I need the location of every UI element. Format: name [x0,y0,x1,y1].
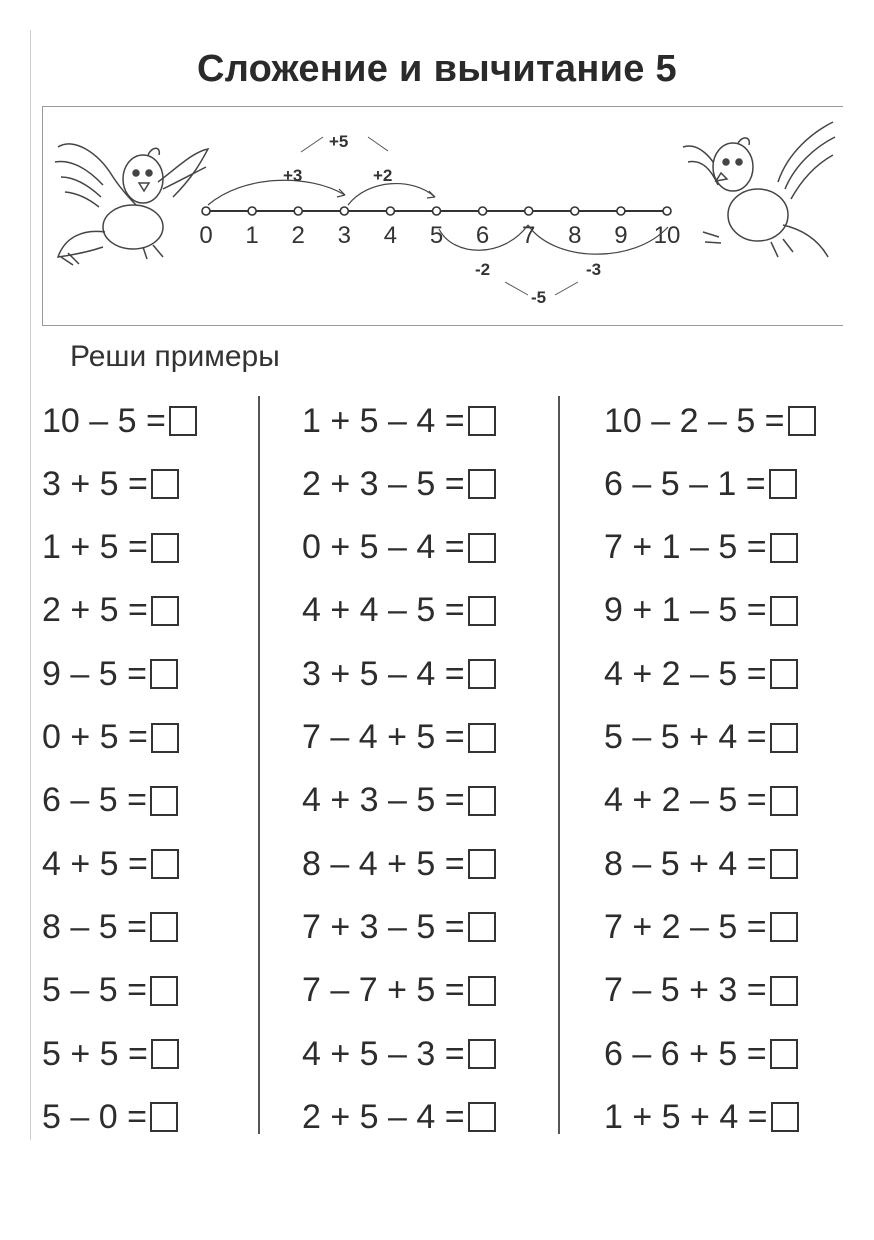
problem-expression: 2 + 3 – 5 = [302,464,465,503]
number-line-point [663,207,671,215]
answer-box[interactable] [468,596,496,626]
problem-expression: 5 – 5 = [42,971,147,1010]
problem-expression: 6 – 5 = [42,781,147,820]
number-line-point [340,207,348,215]
arc-minus-3 [528,225,668,254]
number-line-illustration [43,107,843,325]
number-line-point [202,207,210,215]
number-line-point [248,207,256,215]
answer-box[interactable] [151,596,179,626]
answer-box[interactable] [468,469,496,499]
answer-box[interactable] [468,912,496,942]
number-line-label: 1 [245,222,259,249]
problem-expression: 2 + 5 – 4 = [302,1097,465,1136]
problem-row [604,400,816,442]
problem-expression: 5 – 0 = [42,1097,147,1136]
problem-row [302,780,496,822]
answer-box[interactable] [150,976,178,1006]
answer-box[interactable] [770,912,798,942]
problem-expression: 3 + 5 = [42,464,148,503]
problem-expression: 1 + 5 + 4 = [604,1097,768,1136]
number-line-label: 9 [614,222,628,249]
problem-expression: 4 + 3 – 5 = [302,781,465,820]
column-divider-1 [258,396,260,1134]
number-line-label: 5 [429,222,444,249]
arc-label-minus-3: -3 [586,260,602,279]
arc-label-plus-2: +2 [373,166,393,185]
number-line-point [294,207,302,215]
problem-expression: 6 – 5 – 1 = [604,464,766,503]
number-line-banner [42,106,843,326]
arc-label-minus-2: -2 [475,260,491,279]
problem-expression: 4 + 2 – 5 = [604,654,767,693]
answer-box[interactable] [150,1102,178,1132]
problem-expression: 4 + 2 – 5 = [604,781,767,820]
answer-box[interactable] [151,533,179,563]
problem-row [302,1096,496,1138]
problem-expression: 10 – 2 – 5 = [604,401,785,440]
problem-expression: 9 + 1 – 5 = [604,591,767,630]
problem-expression: 7 – 4 + 5 = [302,718,465,756]
problem-expression: 8 – 5 + 4 = [604,844,767,883]
problem-row [604,527,798,569]
problem-row [302,843,496,885]
problem-expression: 9 – 5 = [42,654,147,693]
number-line-label: 6 [475,222,490,249]
arc-label-plus-3: +3 [283,166,303,185]
problem-row [604,653,798,695]
number-line-point [479,207,487,215]
column-divider-2 [558,396,560,1134]
answer-box[interactable] [468,723,496,753]
number-line-point [386,207,394,215]
problem-expression: 1 + 5 = [42,528,148,567]
problem-row [302,717,496,759]
answer-box[interactable] [468,786,496,816]
problem-row [302,970,496,1012]
answer-box[interactable] [151,469,179,499]
answer-box[interactable] [770,723,798,753]
problem-expression: 0 + 5 = [42,718,148,756]
problem-expression: 5 + 5 = [42,1034,148,1073]
answer-box[interactable] [151,1039,179,1069]
answer-box[interactable] [150,912,178,942]
problem-expression: 5 – 5 + 4 = [604,718,767,756]
problem-row [42,843,179,885]
number-line-point [525,207,533,215]
left-bird-icon [55,144,208,265]
problem-row [302,527,496,569]
problem-row [42,1096,178,1138]
arc-label-minus-5: -5 [531,288,547,307]
number-line-label: 8 [568,222,582,249]
problem-expression: 7 – 5 + 3 = [604,971,767,1010]
page-title: Сложение и вычитание 5 [196,48,677,90]
right-bird-icon [683,122,835,257]
arc-plus-3 [208,180,345,205]
problem-row [42,653,178,695]
number-line-label: 3 [337,222,351,249]
problem-expression: 7 + 3 – 5 = [302,907,465,946]
problem-row [42,463,179,505]
problem-row [604,843,798,885]
problem-row [42,400,197,442]
answer-box[interactable] [151,723,179,753]
problem-row [604,906,798,948]
problem-row [604,463,797,505]
problem-expression: 4 + 4 – 5 = [302,591,465,630]
problem-row [42,780,178,822]
answer-box[interactable] [468,406,496,436]
number-line-label: 2 [291,222,305,249]
answer-box[interactable] [150,659,178,689]
problem-row [42,590,179,632]
problem-row [42,527,179,569]
problem-row [42,1033,179,1075]
problem-expression: 1 + 5 – 4 = [302,401,465,440]
answer-box[interactable] [770,976,798,1006]
problem-row [604,1033,798,1075]
problem-expression: 6 – 6 + 5 = [604,1034,767,1073]
number-line-point [571,207,579,215]
problem-expression: 7 – 7 + 5 = [302,971,465,1010]
left-margin-line [30,30,31,1140]
answer-box[interactable] [468,533,496,563]
number-line-label: 10 [653,222,681,249]
number-line-label: 0 [199,222,213,249]
problem-row [302,906,496,948]
answer-box[interactable] [151,849,179,879]
answer-box[interactable] [468,1039,496,1069]
problem-expression: 7 + 1 – 5 = [604,528,767,567]
problem-row [42,906,178,948]
problem-expression: 7 + 2 – 5 = [604,907,767,946]
answer-box[interactable] [769,469,797,499]
answer-box[interactable] [770,1039,798,1069]
instruction-text: Реши примеры [70,340,280,373]
answer-box[interactable] [150,786,178,816]
answer-box[interactable] [468,1102,496,1132]
problem-expression: 8 – 5 = [42,907,147,946]
problem-expression: 4 + 5 – 3 = [302,1034,465,1073]
number-line-point [433,207,441,215]
answer-box[interactable] [468,659,496,689]
number-line-point [617,207,625,215]
number-line-label: 4 [383,222,398,249]
problem-expression: 10 – 5 = [42,401,166,440]
problem-row [302,1033,496,1075]
answer-box[interactable] [770,533,798,563]
problem-expression: 0 + 5 – 4 = [302,528,465,567]
answer-box[interactable] [169,406,197,436]
arc-plus-2 [348,184,435,205]
problem-row [604,780,798,822]
answer-box[interactable] [468,976,496,1006]
problem-row [604,590,798,632]
problem-row [604,1096,799,1138]
answer-box[interactable] [770,659,798,689]
answer-box[interactable] [770,596,798,626]
problem-expression: 4 + 5 = [42,844,148,883]
problem-row [302,400,496,442]
problem-row [604,717,798,759]
problem-expression: 8 – 4 + 5 = [302,844,465,883]
answer-box[interactable] [770,786,798,816]
problem-row [302,463,496,505]
problem-row [604,970,798,1012]
problem-row [302,653,496,695]
answer-box[interactable] [788,406,816,436]
problem-expression: 2 + 5 = [42,591,148,630]
answer-box[interactable] [770,849,798,879]
number-line-label: 7 [522,222,536,249]
arc-label-plus-5: +5 [329,132,349,151]
problem-row [302,590,496,632]
answer-box[interactable] [468,849,496,879]
answer-box[interactable] [771,1102,799,1132]
problem-expression: 3 + 5 – 4 = [302,654,465,693]
problem-row [42,970,178,1012]
problem-row [42,717,179,759]
